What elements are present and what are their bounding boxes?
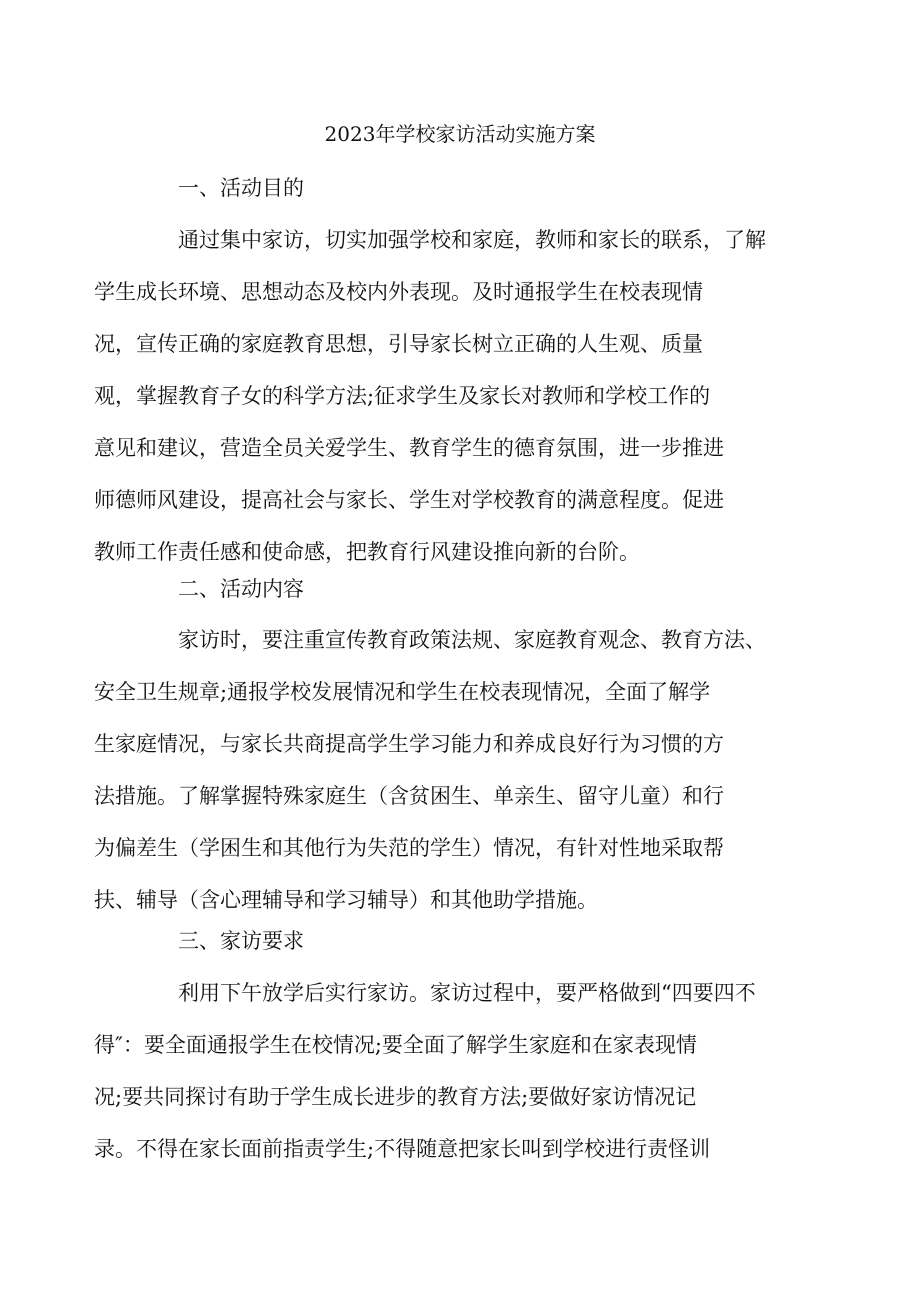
paragraph-line: 通过集中家访，切实加强学校和家庭，教师和家长的联系，了解 (178, 228, 766, 252)
paragraph-line: 况，宣传正确的家庭教育思想，引导家长树立正确的人生观、质量 (94, 332, 703, 356)
section-paragraph-requirements (94, 967, 784, 1175)
section-heading-requirements: 三、家访要求 (178, 929, 304, 953)
section-paragraph-content (94, 614, 784, 926)
section-heading-purpose: 一、活动目的 (178, 176, 304, 200)
paragraph-line: 教师工作责任感和使命感，把教育行风建设推向新的台阶。 (94, 540, 640, 564)
paragraph-line: 得″：要全面通报学生在校情况;要全面了解学生家庭和在家表现情 (94, 1033, 697, 1057)
paragraph-line: 录。不得在家长面前指责学生;不得随意把家长叫到学校进行责怪训 (94, 1137, 711, 1161)
paragraph-line: 法措施。了解掌握特殊家庭生（含贫困生、单亲生、留守儿童）和行 (94, 784, 724, 808)
section-heading-content: 二、活动内容 (178, 577, 304, 601)
section-paragraph-purpose (94, 214, 784, 578)
paragraph-line: 利用下午放学后实行家访。家访过程中，要严格做到“四要四不 (178, 981, 756, 1005)
paragraph-line: 况;要共同探讨有助于学生成长进步的教育方法;要做好家访情况记 (94, 1085, 697, 1109)
document-title: 2023年学校家访活动实施方案 (324, 122, 596, 146)
paragraph-line: 学生成长环境、思想动态及校内外表现。及时通报学生在校表现情 (94, 280, 703, 304)
paragraph-line: 生家庭情况，与家长共商提高学生学习能力和养成良好行为习惯的方 (94, 732, 724, 756)
paragraph-line: 家访时，要注重宣传教育政策法规、家庭教育观念、教育方法、 (178, 628, 766, 652)
paragraph-line: 安全卫生规章;通报学校发展情况和学生在校表现情况，全面了解学 (94, 680, 711, 704)
paragraph-line: 意见和建议，营造全员关爱学生、教育学生的德育氛围，进一步推进 (94, 436, 724, 460)
paragraph-line: 观，掌握教育子女的科学方法;征求学生及家长对教师和学校工作的 (94, 384, 711, 408)
paragraph-line: 为偏差生（学困生和其他行为失范的学生）情况，有针对性地采取帮 (94, 836, 724, 860)
paragraph-line: 师德师风建设，提高社会与家长、学生对学校教育的满意程度。促进 (94, 488, 724, 512)
paragraph-line: 扶、辅导（含心理辅导和学习辅导）和其他助学措施。 (94, 888, 598, 912)
